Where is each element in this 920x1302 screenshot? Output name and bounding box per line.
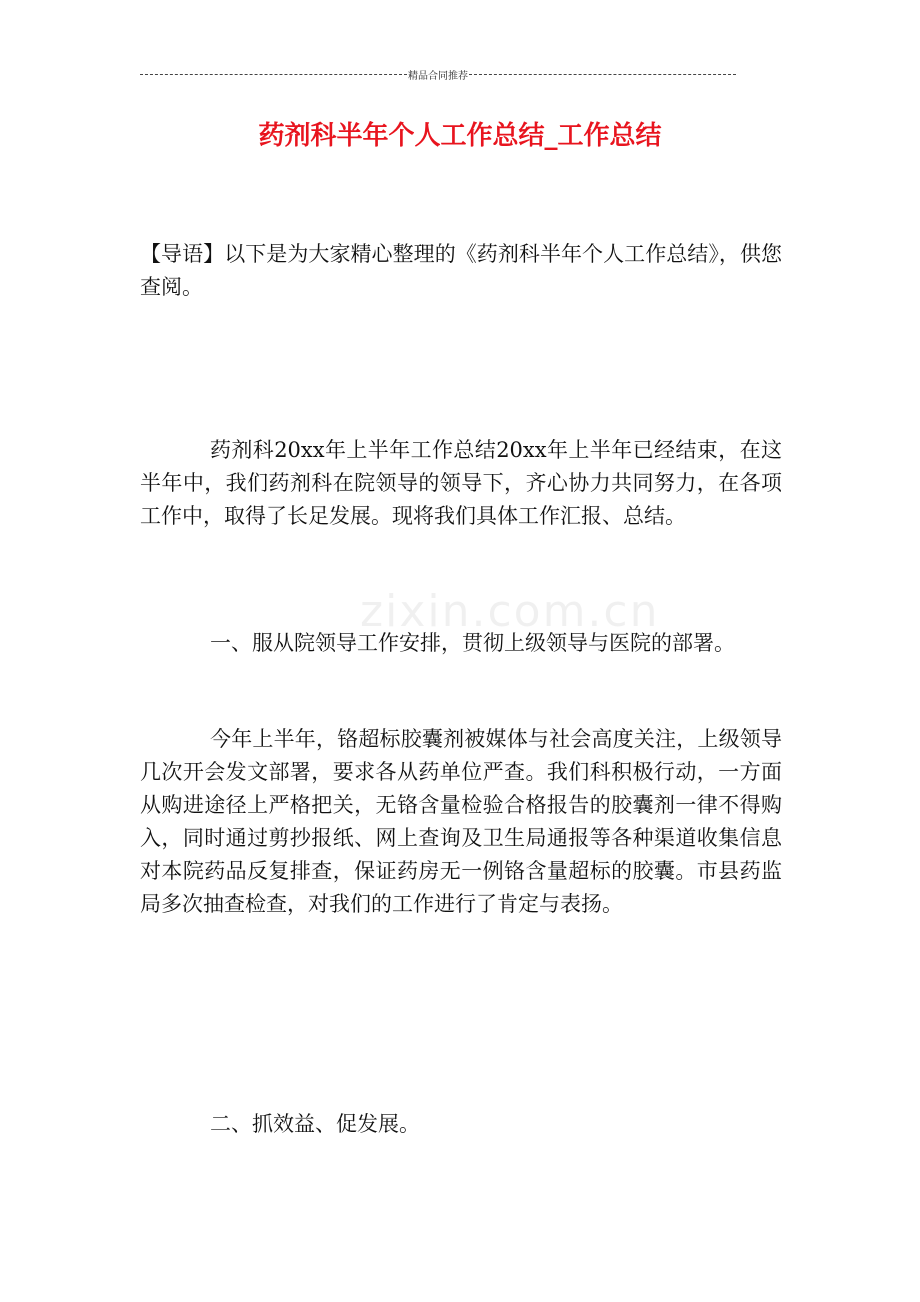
watermark: zixin.com.cn: [360, 586, 660, 637]
section-heading-two: 二、抓效益、促发展。: [210, 1112, 420, 1136]
paragraph-summary: 药剂科20xx年上半年工作总结20xx年上半年已经结束，在这半年中，我们药剂科在院领导的领导下，齐心协力共同努力，在各项工作中，取得了长足发展。现将我们具体工作汇报、总结。: [140, 438, 782, 528]
intro-paragraph: 【导语】以下是为大家精心整理的《药剂科半年个人工作总结》，供您查阅。: [140, 242, 782, 299]
section-heading-one: 一、服从院领导工作安排，贯彻上级领导与医院的部署。: [210, 631, 735, 655]
paragraph-section-one-body: 今年上半年，铬超标胶囊剂被媒体与社会高度关注，上级领导几次开会发文部署，要求各从药单位严查。我们科积极行动，一方面从购进途径上严格把关，无铬含量检验合格报告的胶囊剂一律不得购入，同时通过剪抄报纸、网上查询及卫生局通报等各种渠道收集信息对本院药品反复排查，保证药房无一例铬含量超标的胶囊。市县药监局多次抽查检查，对我们的工作进行了肯定与表扬。: [140, 727, 782, 916]
header-dash-left: [140, 74, 407, 75]
page-header: [140, 66, 736, 82]
header-label: 精品合同推荐: [408, 70, 468, 82]
header-dash-right: [469, 74, 736, 75]
document-title: 药剂科半年个人工作总结_工作总结: [258, 121, 662, 151]
